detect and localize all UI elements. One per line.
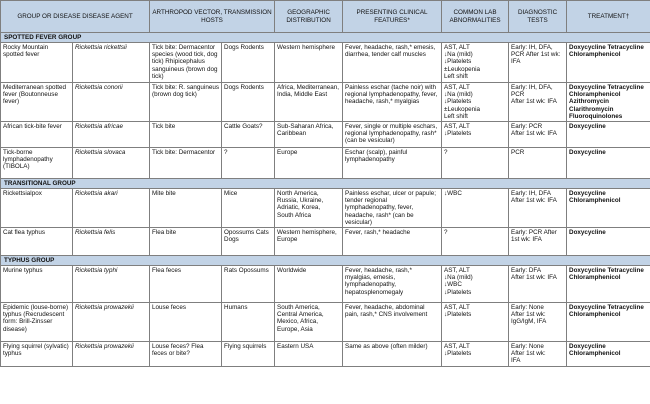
group-title: TYPHUS GROUP [1,256,650,266]
cell-disease: Flying squirrel (sylvatic) typhus [1,342,73,367]
table-row [1,148,650,179]
cell-disease: African tick-bite fever [1,122,73,148]
cell-agent: Rickettsia typhi [73,266,150,303]
cell-vector: Tick bite [150,122,222,148]
table-row [1,83,650,122]
cell-dx: PCR [509,148,567,179]
cell-clinical: Fever, headache, rash,* emesis, diarrhea, tender calf muscles [343,43,442,83]
cell-geo: Africa, Mediterranean, India, Middle East [275,83,343,122]
cell-vector: Tick bite: Dermacentor [150,148,222,179]
cell-geo: South America, Central America, Mexico, Africa, Europe, Asia [275,303,343,342]
cell-tx: Doxycycline Tetracycline Chloramphenicol Azithromycin Clarithromycin Fluoroquinolones [567,83,650,122]
cell-clinical: Painless eschar, ulcer or papule; tender regional lymphadenopathy, fever, headache, rash* (can be vesicular) [343,189,442,228]
cell-disease: Epidemic (louse-borne) typhus (Recrudescent form: Brill-Zinsser disease) [1,303,73,342]
cell-tx: Doxycycline [567,228,650,256]
table-body [1,33,650,367]
cell-vector: Tick bite: Dermacentor species (wood tick, dog tick) Rhipicephalus sanguineus (brown dog tick) [150,43,222,83]
group-header-row [1,256,650,266]
cell-clinical: Fever, headache, rash,* myalgias, emesis, lymphadenopathy, hepatosplenomegaly [343,266,442,303]
cell-tx: Doxycycline Tetracycline Chloramphenicol [567,43,650,83]
group-header-row [1,33,650,43]
cell-hosts: ? [222,148,275,179]
cell-lab: AST, ALT ↓Na (mild) ↓Platelets ±Leukopenia Left shift [442,43,509,83]
cell-geo: Eastern USA [275,342,343,367]
cell-geo: Worldwide [275,266,343,303]
cell-agent: Rickettsia prowazekii [73,342,150,367]
cell-clinical: Fever, headache, abdominal pain, rash,* CNS involvement [343,303,442,342]
cell-agent: Rickettsia africae [73,122,150,148]
cell-tx: Doxycycline [567,148,650,179]
cell-hosts: Flying squirrels [222,342,275,367]
cell-agent: Rickettsia slovaca [73,148,150,179]
cell-dx: Early: IH, DFA After 1st wk: IFA [509,189,567,228]
cell-lab: AST, ALT ↓Platelets [442,303,509,342]
cell-tx: Doxycycline Tetracycline Chloramphenicol [567,266,650,303]
cell-agent: Rickettsia akari [73,189,150,228]
group-header-row [1,179,650,189]
cell-geo: Western hemisphere, Europe [275,228,343,256]
cell-dx: Early: PCR After 1st wk: IFA [509,122,567,148]
header-row [1,1,650,33]
table-row [1,189,650,228]
cell-lab: ? [442,228,509,256]
cell-disease: Tick-borne lymphadenopathy (TIBOLA) [1,148,73,179]
table-row [1,342,650,367]
cell-tx: Doxycycline Chloramphenicol [567,189,650,228]
cell-dx: Early: None After 1st wk: IFA [509,342,567,367]
cell-vector: Mite bite [150,189,222,228]
group-title: TRANSITIONAL GROUP [1,179,650,189]
cell-clinical: Fever, rash,* headache [343,228,442,256]
cell-vector: Flea feces [150,266,222,303]
cell-disease: Murine typhus [1,266,73,303]
cell-clinical: Painless eschar (tache noir) with regional lymphadenopathy, fever, headache, rash,* myalgias [343,83,442,122]
header-geo: GEOGRAPHIC DISTRIBUTION [275,1,343,33]
header-vector: ARTHROPOD VECTOR, TRANSMISSION HOSTS [150,1,275,33]
cell-disease: Cat flea typhus [1,228,73,256]
cell-tx: Doxycycline Tetracycline Chloramphenicol [567,303,650,342]
header-dx: DIAGNOSTIC TESTS [509,1,567,33]
cell-vector: Flea bite [150,228,222,256]
cell-hosts: Mice [222,189,275,228]
table-row [1,266,650,303]
cell-geo: Europe [275,148,343,179]
header-tx: TREATMENT† [567,1,650,33]
cell-dx: Early: IH, DFA, PCR After 1st wk: IFA [509,43,567,83]
cell-lab: ? [442,148,509,179]
cell-agent: Rickettsia prowazekii [73,303,150,342]
cell-hosts: Humans [222,303,275,342]
cell-dx: Early: IH, DFA, PCR After 1st wk: IFA [509,83,567,122]
cell-geo: North America, Russia, Ukraine, Adriatic, Korea, South Africa [275,189,343,228]
cell-tx: Doxycycline [567,122,650,148]
group-title: SPOTTED FEVER GROUP [1,33,650,43]
cell-vector: Louse feces? Flea feces or bite? [150,342,222,367]
cell-agent: Rickettsia conorii [73,83,150,122]
cell-disease: Rickettsialpox [1,189,73,228]
cell-lab: AST, ALT ↓Na (mild) ↓Platelets ±Leukopenia Left shift [442,83,509,122]
cell-clinical: Same as above (often milder) [343,342,442,367]
cell-tx: Doxycycline Chloramphenicol [567,342,650,367]
cell-geo: Sub-Saharan Africa, Caribbean [275,122,343,148]
cell-clinical: Eschar (scalp), painful lymphadenopathy [343,148,442,179]
header-lab: COMMON LAB ABNORMALITIES [442,1,509,33]
cell-lab: ↓WBC [442,189,509,228]
cell-vector: Louse feces [150,303,222,342]
cell-dx: Early: PCR After 1st wk: IFA [509,228,567,256]
cell-hosts: Cattle Goats? [222,122,275,148]
cell-hosts: Dogs Rodents [222,83,275,122]
table-row [1,303,650,342]
cell-vector: Tick bite: R. sanguineus (brown dog tick) [150,83,222,122]
cell-disease: Rocky Mountain spotted fever [1,43,73,83]
cell-disease: Mediterranean spotted fever (Boutonneuse fever) [1,83,73,122]
table-row [1,43,650,83]
cell-dx: Early: None After 1st wk: IgG/IgM, IFA [509,303,567,342]
cell-hosts: Opossums Cats Dogs [222,228,275,256]
header-group-disease: GROUP OR DISEASE DISEASE AGENT [1,1,150,33]
cell-dx: Early: DFA After 1st wk: IFA [509,266,567,303]
table-row [1,228,650,256]
cell-lab: AST, ALT ↓Platelets [442,122,509,148]
cell-hosts: Rats Opossums [222,266,275,303]
cell-lab: AST, ALT ↓Na (mild) ↓WBC ↓Platelets [442,266,509,303]
header-clinical: PRESENTING CLINICAL FEATURES* [343,1,442,33]
cell-geo: Western hemisphere [275,43,343,83]
table-row [1,122,650,148]
cell-agent: Rickettsia felis [73,228,150,256]
cell-clinical: Fever, single or multiple eschars, regional lymphadenopathy, rash* (can be vesicular) [343,122,442,148]
cell-lab: AST, ALT ↓Platelets [442,342,509,367]
cell-agent: Rickettsia rickettsii [73,43,150,83]
cell-hosts: Dogs Rodents [222,43,275,83]
